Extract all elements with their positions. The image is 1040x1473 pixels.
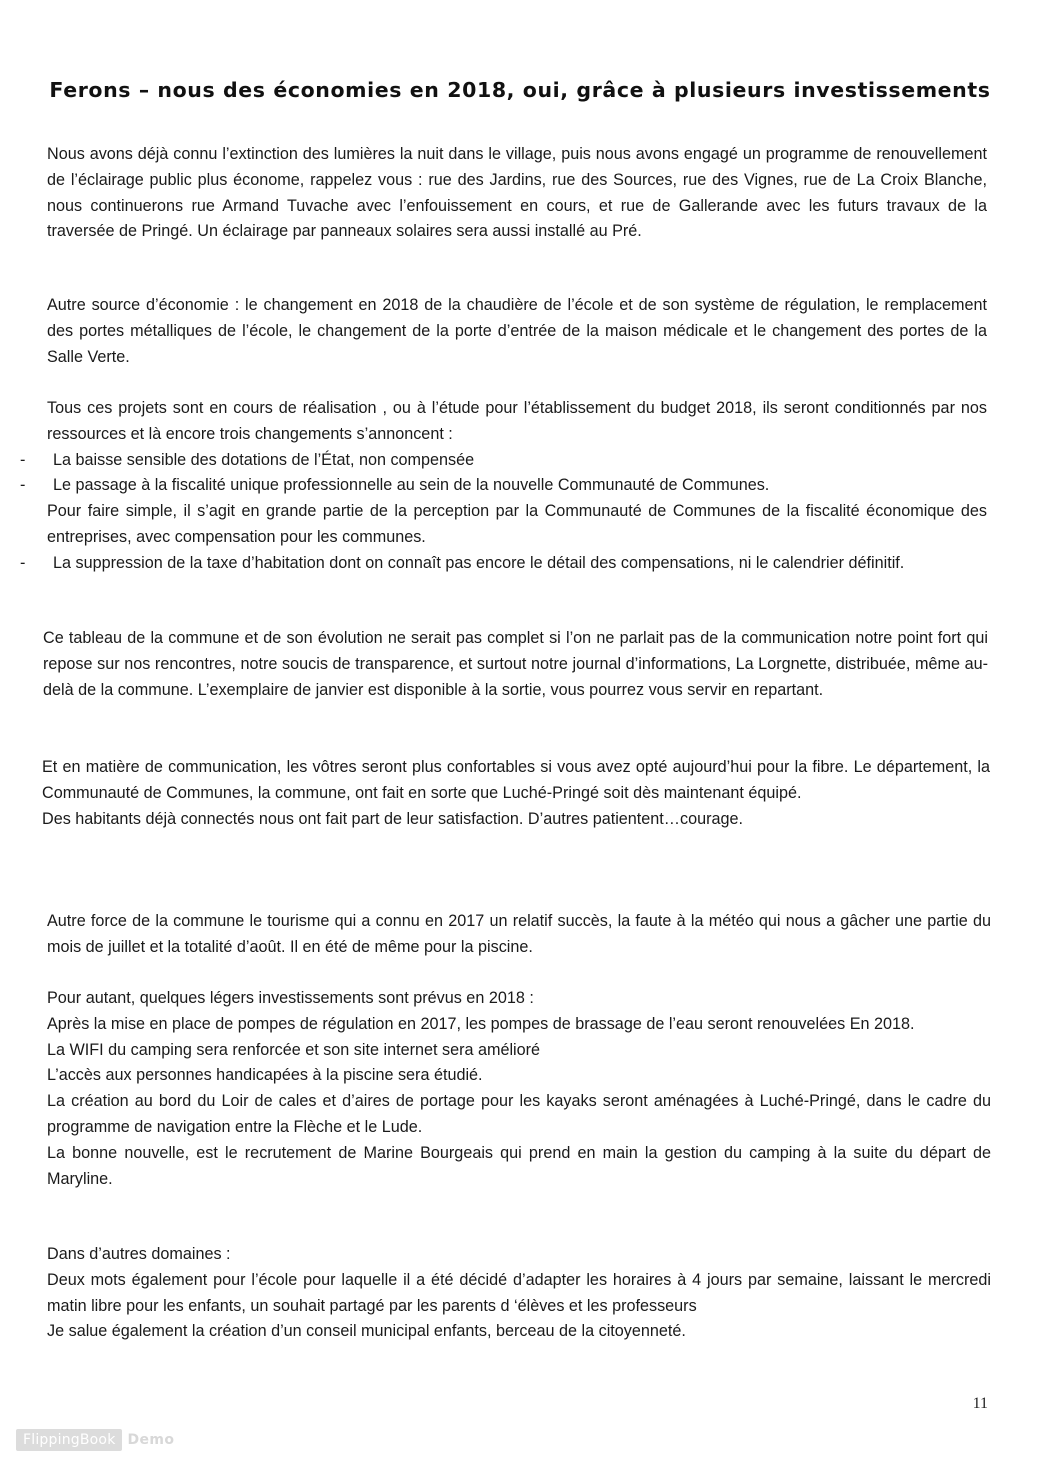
paragraph-communication: Ce tableau de la commune et de son évolution ne serait pas complet si l’on ne parlait pas de la communication notre point fort qui repose sur nos rencontres, notre soucis de transparence, et surtout notre journal d’informations, La Lorgnette, distribuée, même au-delà de la commune. L’exemplaire de janvier est disponible à la sortie, vous pourrez vous servir en repartant. (43, 629, 988, 699)
watermark-brand: FlippingBook (16, 1429, 122, 1451)
paragraph-recruitment: La bonne nouvelle, est le recrutement de Marine Bourgeais qui prend en main la gestion du camping à la suite du départ de Maryline. (47, 1143, 991, 1188)
paragraph-pumps: Après la mise en place de pompes de régulation en 2017, les pompes de brassage de l’eau seront renouvelées En 2018. (47, 1014, 915, 1033)
section-communication (43, 626, 988, 703)
paragraph-investments-intro: Pour autant, quelques légers investissements sont prévus en 2018 : (47, 989, 534, 1007)
paragraph-school: Deux mots également pour l’école pour laquelle il a été décidé d’adapter les horaires à 4 jours par semaine, laissant le mercredi matin libre pour les enfants, un souhait partagé par les parents d ‘élèves et les professeurs (47, 1270, 991, 1315)
watermark-demo: Demo (127, 1431, 175, 1448)
paragraph-council: Je salue également la création d’un conseil municipal enfants, berceau de la citoyenneté. (47, 1322, 686, 1341)
paragraph-tourism: Autre force de la commune le tourisme qui a connu en 2017 un relatif succès, la faute à la météo qui nous a gâcher une partie du mois de juillet et la totalité d’août. Il en été de même pour la piscine. (47, 912, 991, 956)
section-fibre (42, 755, 990, 832)
paragraph-fibre: Et en matière de communication, les vôtres seront plus confortables si vous avez opté aujourd’hui pour la fibre. Le département, la Communauté de Communes, la commune, ont fait en sorte que Luché-Pringé soit dès maintenant équipé. (42, 758, 990, 802)
paragraph-fibre-satisfaction: Des habitants déjà connectés nous ont fait part de leur satisfaction. D’autres patientent…courage. (42, 809, 743, 828)
list-item: - La suppression de la taxe d’habitation dont on connaît pas encore le détail des compensations, ni le calendrier définitif. (21, 551, 987, 577)
paragraph-lighting: Nous avons déjà connu l’extinction des lumières la nuit dans le village, puis nous avons engagé un programme de renouvellement de l’éclairage public plus économe, rappelez vous : rue des Jardins, rue des Sources, rue des Vignes, rue de La Croix Blanche, nous continuerons rue Armand Tuvache avec l’enfouissement en cours, et rue de Gallerande avec les futurs travaux de la traversée de Pringé. Un éclairage par panneaux solaires sera aussi installé au Pré. (47, 145, 987, 241)
page-number: 11 (972, 1395, 988, 1412)
section-lighting (47, 142, 987, 245)
budget-changes-list-b (21, 551, 987, 577)
list-item: - Le passage à la fiscalité unique professionnelle au sein de la nouvelle Communauté de Communes. (21, 473, 987, 499)
paragraph-budget-note: Pour faire simple, il s’agit en grande partie de la perception par la Communauté de Communes de la fiscalité économique des entreprises, avec compensation pour les communes. (47, 502, 987, 546)
paragraph-accessibility: L’accès aux personnes handicapées à la piscine sera étudié. (47, 1066, 483, 1085)
flippingbook-watermark (16, 1427, 174, 1452)
list-item: - La baisse sensible des dotations de l’État, non compensée (21, 448, 987, 474)
paragraph-kayaks: La création au bord du Loir de cales et d’aires de portage pour les kayaks seront aménagées à Luché-Pringé, dans le cadre du programme de navigation entre la Flèche et le Lude. (47, 1092, 991, 1136)
section-tourism (47, 909, 991, 961)
paragraph-budget-intro: Tous ces projets sont en cours de réalisation , ou à l’étude pour l’établissement du budget 2018, ils seront conditionnés par nos ressources et là encore trois changements s’annoncent : (47, 399, 987, 443)
section-energy-savings (47, 293, 987, 370)
paragraph-wifi: La WIFI du camping sera renforcée et son site internet sera amélioré (47, 1040, 541, 1059)
section-other-domains (47, 1242, 991, 1345)
paragraph-energy-savings: Autre source d’économie : le changement en 2018 de la chaudière de l’école et de son système de régulation, le remplacement des portes métalliques de l’école, le changement de la porte d’entrée de la maison médicale et le changement des portes de la Salle Verte. (47, 296, 987, 366)
budget-changes-list-a (21, 448, 987, 500)
section-tourism-investments (47, 986, 991, 1192)
page-title: Ferons – nous des économies en 2018, oui, grâce à plusieurs investissements (49, 78, 991, 102)
section-budget (47, 396, 987, 577)
paragraph-other-domains-intro: Dans d’autres domaines : (47, 1245, 231, 1263)
